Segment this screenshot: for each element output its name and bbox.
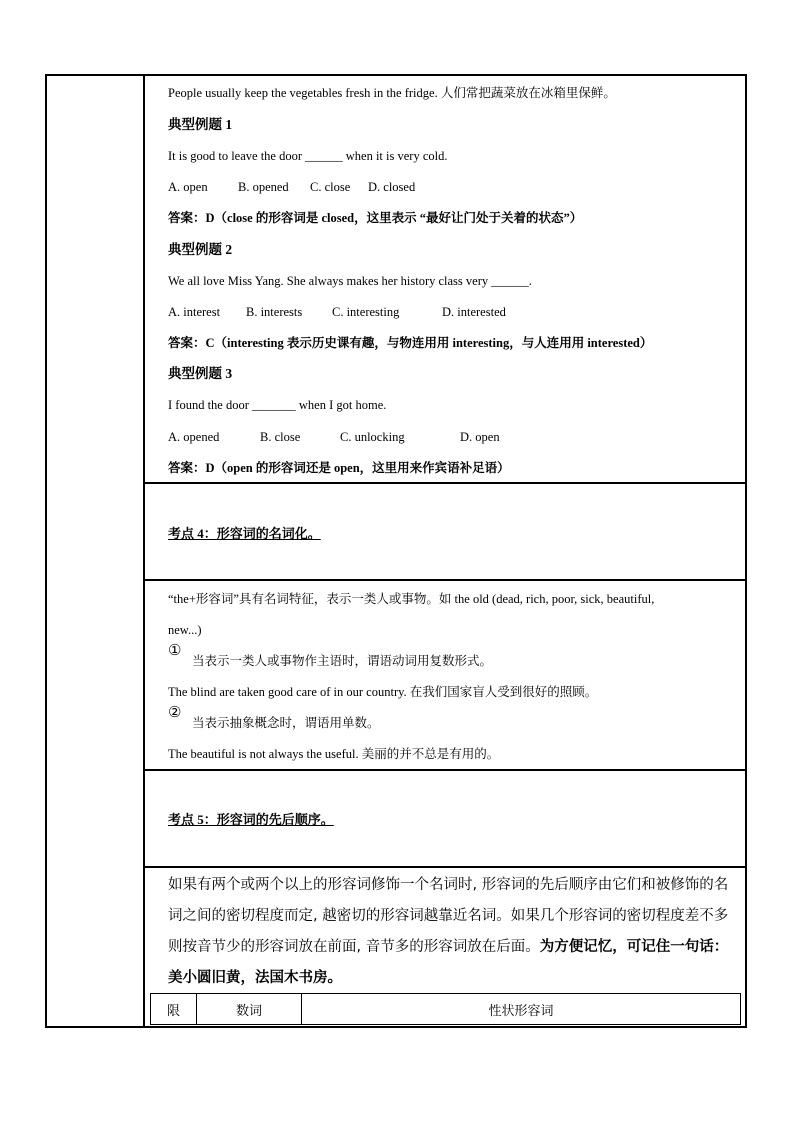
order-explanation [168, 870, 740, 994]
option: C. unlocking [340, 430, 405, 444]
divider [143, 866, 747, 868]
left-column [47, 76, 145, 1026]
option: B. interests [246, 305, 303, 319]
answer-2: 答案：C（interesting 表示历史课有趣，与物连用用 interesting，与人连用用 interested） [168, 336, 653, 350]
option: A. open [168, 180, 208, 194]
adjective-order-table [150, 993, 741, 1025]
rule-2: 当表示抽象概念时，谓语用单数。 [192, 716, 380, 730]
rule-1-example: The blind are taken good care of in our country. 在我们国家盲人受到很好的照顾。 [168, 685, 598, 699]
option: C. close [310, 180, 351, 194]
divider [143, 579, 747, 581]
option: D. interested [442, 305, 506, 319]
section-title-4: 考点 4：形容词的名词化。 [168, 526, 321, 541]
example-question-1: It is good to leave the door ______ when it is very cold. [168, 149, 448, 163]
option: B. close [260, 430, 301, 444]
example-title-1: 典型例题 1 [168, 117, 233, 132]
example-options-2 [168, 304, 506, 320]
section-title-5: 考点 5：形容词的先后顺序。 [168, 812, 334, 827]
table-header-cell: 性状形容词 [488, 1003, 554, 1019]
divider [143, 482, 747, 484]
table-header-cell: 限 [151, 994, 197, 1024]
option: A. opened [168, 430, 220, 444]
intro-line-2: new...) [168, 623, 202, 637]
option: A. interest [168, 305, 221, 319]
example-options-3 [168, 429, 500, 445]
answer-3: 答案：D（open 的形容词还是 open，这里用来作宾语补足语） [168, 461, 510, 475]
circle-number-2: ② [168, 705, 182, 721]
example-title-2: 典型例题 2 [168, 242, 233, 257]
example-sentence: People usually keep the vegetables fresh in the fridge. 人们常把蔬菜放在冰箱里保鲜。 [168, 86, 616, 100]
divider [143, 769, 747, 771]
rule-2-example: The beautiful is not always the useful. 美丽的并不总是有用的。 [168, 747, 500, 761]
example-question-2: We all love Miss Yang. She always makes her history class very ______. [168, 274, 532, 288]
circle-number-1: ① [168, 643, 182, 659]
order-text: 如果有两个或两个以上的形容词修饰一个名词时, 形容词的先后顺序由它们和被修饰的名词之间的密切程度而定, 越密切的形容词越靠近名词。如果几个形容词的密切程度差不多则按音节少的形容词放在前面, 音节多的形容词放在后面。 [168, 877, 729, 955]
example-question-3: I found the door _______ when I got home. [168, 398, 387, 412]
memory-tip: 为方便记忆，可记住一句话：美小圆旧黄，法国木书房。 [168, 939, 729, 986]
option: D. closed [368, 180, 416, 194]
option: D. open [460, 430, 500, 444]
option: C. interesting [332, 305, 400, 319]
example-title-3: 典型例题 3 [168, 366, 233, 381]
table-header-cell: 数词 [197, 994, 302, 1024]
answer-1: 答案：D（close 的形容词是 closed，这里表示 “最好让门处于关着的状态”） [168, 211, 583, 225]
intro-line: “the+形容词”具有名词特征，表示一类人或事物。如 the old (dead, rich, poor, sick, beautiful, [168, 592, 655, 606]
option: B. opened [238, 180, 289, 194]
rule-1: 当表示一类人或事物作主语时，谓语动词用复数形式。 [192, 654, 493, 668]
example-options-1 [168, 179, 415, 195]
